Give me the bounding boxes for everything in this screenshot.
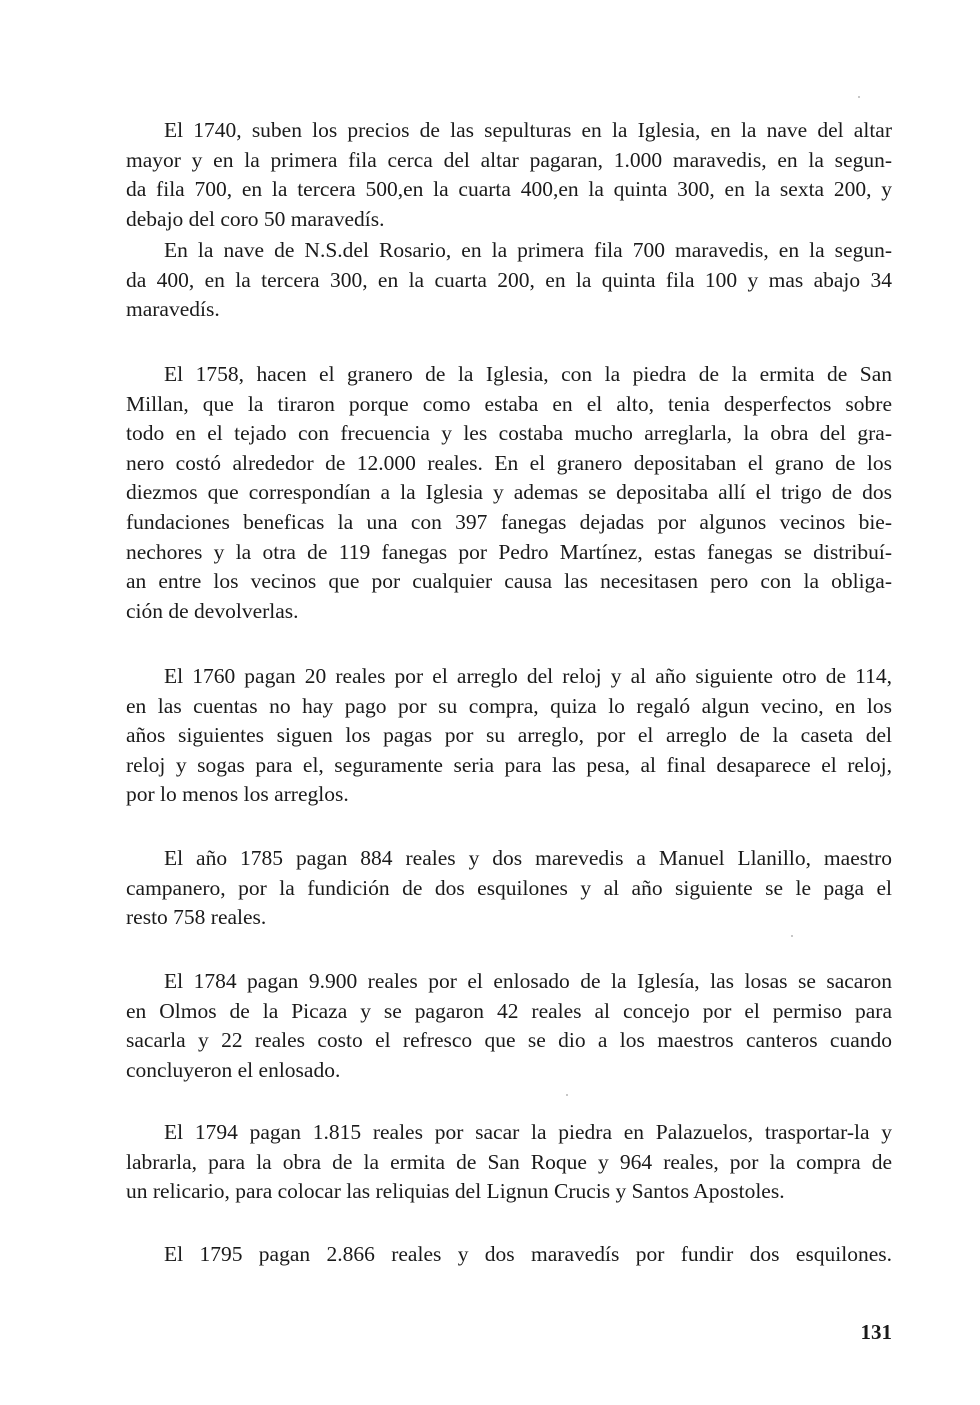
text-line: El 1784 pagan 9.900 reales por el enlosado de la Iglesía, las losas se sacaron — [164, 969, 892, 993]
text-line: maravedís. — [126, 297, 220, 322]
text-line: mayor y en la primera fila cerca del altar pagaran, 1.000 maravedis, en la segun- — [126, 147, 892, 172]
text-line: El 1760 pagan 20 reales por el arreglo del reloj y al año siguiente otro de 114, — [164, 664, 892, 688]
text-line: Millan, que la tiraron porque como estaba en el alto, tenia desperfectos sobre — [126, 391, 892, 416]
paragraph-1740 — [126, 116, 892, 234]
text-line: da 400, en la tercera 300, en la cuarta 200, en la quinta fila 100 y mas abajo 34 — [126, 267, 892, 292]
scan-speck — [858, 96, 860, 98]
text-line: ción de devolverlas. — [126, 598, 299, 623]
text-line: reloj y sogas para el, seguramente seria para las pesa, al final desaparece el reloj, — [126, 752, 892, 777]
paragraph-1760 — [126, 662, 892, 810]
text-line: todo en el tejado con frecuencia y les costaba mucho arreglarla, la obra del gra- — [126, 421, 892, 446]
text-line: El año 1785 pagan 884 reales y dos marevedis a Manuel Llanillo, maestro — [164, 846, 892, 870]
text-line: El 1740, suben los precios de las sepulturas en la Iglesia, en la nave del altar — [164, 118, 892, 142]
text-line: por lo menos los arreglos. — [126, 782, 349, 807]
text-line: El 1794 pagan 1.815 reales por sacar la piedra en Palazuelos, trasportar-la y — [164, 1120, 892, 1144]
paragraph-1785 — [126, 844, 892, 933]
text-line: an entre los vecinos que por cualquier causa las necesitasen pero con la obliga- — [126, 569, 892, 594]
paragraph-1784 — [126, 967, 892, 1085]
text-line: debajo del coro 50 maravedís. — [126, 206, 385, 231]
text-line: El 1795 pagan 2.866 reales y dos maravedís por fundir dos esquilones. — [164, 1242, 892, 1266]
text-line: en las cuentas no hay pago por su compra, quiza lo regaló algun vecino, en los — [126, 693, 892, 718]
paragraph-1758 — [126, 360, 892, 626]
paragraph-1794 — [126, 1118, 892, 1207]
text-line: nero costó alrededor de 12.000 reales. En el granero depositaban el grano de los — [126, 450, 892, 475]
text-line: años siguientes siguen los pagas por su arreglo, por el arreglo de la caseta del — [126, 723, 892, 748]
text-line: nechores y la otra de 119 fanegas por Pedro Martínez, estas fanegas se distribuí- — [126, 539, 892, 564]
text-line: campanero, por la fundición de dos esquilones y al año siguiente se le paga el — [126, 875, 892, 900]
text-line: labrarla, para la obra de la ermita de San Roque y 964 reales, por la compra de — [126, 1149, 892, 1174]
text-line: da fila 700, en la tercera 500,en la cuarta 400,en la quinta 300, en la sexta 200, y — [126, 177, 892, 202]
paragraph-1795 — [126, 1240, 892, 1270]
page-number: 131 — [860, 1320, 892, 1344]
text-line: un relicario, para colocar las reliquias del Lignun Crucis y Santos Apostoles. — [126, 1179, 785, 1204]
text-line: fundaciones beneficas la una con 397 fanegas dejadas por algunos vecinos bie- — [126, 509, 892, 534]
scan-speck — [791, 935, 793, 937]
text-line: sacarla y 22 reales costo el refresco que se dio a los maestros canteros cuando — [126, 1028, 892, 1053]
text-line: concluyeron el enlosado. — [126, 1057, 341, 1082]
text-line: El 1758, hacen el granero de la Iglesia, con la piedra de la ermita de San — [164, 362, 892, 386]
paragraph-rosario — [126, 236, 892, 325]
text-line: resto 758 reales. — [126, 905, 267, 930]
text-line: En la nave de N.S.del Rosario, en la primera fila 700 maravedis, en la segun- — [164, 238, 892, 262]
scan-speck — [566, 1094, 568, 1096]
text-line: en Olmos de la Picaza y se pagaron 42 reales al concejo por el permiso para — [126, 998, 892, 1023]
text-line: diezmos que correspondían a la Iglesia y ademas se depositaba allí el trigo de dos — [126, 480, 892, 505]
